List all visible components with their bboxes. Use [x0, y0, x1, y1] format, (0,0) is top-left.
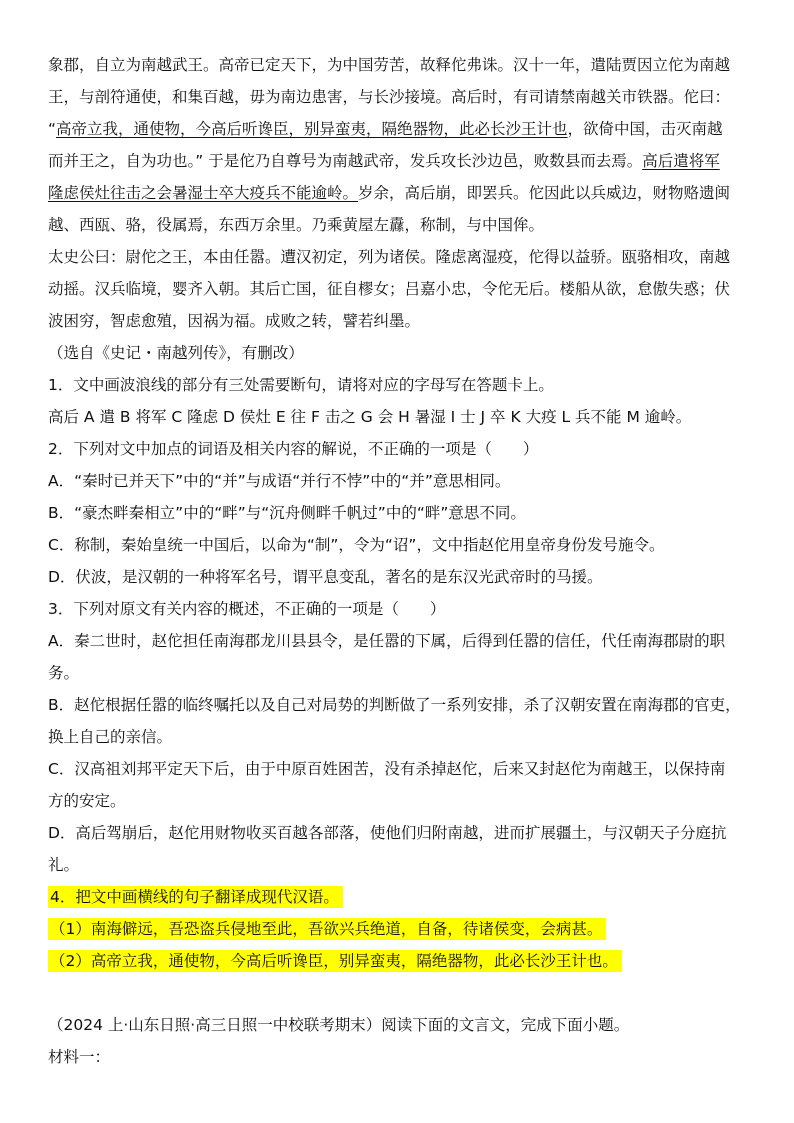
q3-option-b-line1: B．赵佗根据任嚣的临终嘱托以及自己对局势的判断做了一系列安排，杀了汉朝安置在南海郡的官吏， — [48, 696, 741, 714]
passage-line-1: 象郡，自立为南越武王。高帝已定天下，为中国劳苦，故释佗弗诛。汉十一年，遣陆贾因立佗为南越 — [48, 56, 731, 74]
wavy-line-sentence: 隆虑侯灶往击之会暑湿士卒大疫兵不能逾岭。 — [48, 184, 359, 202]
source-note: （选自《史记・南越列传》，有删改） — [48, 344, 304, 362]
material-label: 材料一： — [48, 1048, 111, 1066]
q4-item-2-highlight: （2）高帝立我，通使物，今高后听谗臣，别异蛮夷，隔绝器物，此必长沙王计也。 — [48, 950, 622, 972]
q2-option-a: A．“秦时已并天下”中的“并”与成语“并行不悖”中的“并”意思相同。 — [48, 472, 511, 490]
q3-option-a-line2: 务。 — [48, 664, 80, 682]
q3-option-a-line1: A．秦二世时，赵佗担任南海郡龙川县县令，是任嚣的下属，后得到任嚣的信任，代任南海郡尉的职 — [48, 632, 726, 650]
q3-stem: 3．下列对原文有关内容的概述，不正确的一项是（ ） — [48, 600, 446, 618]
q4-item-2 — [48, 950, 758, 972]
q3-option-d-line1: D．高后驾崩后，赵佗用财物收买百越各部落，使他们归附南越，进而扩展疆土，与汉朝天子分庭抗 — [48, 824, 727, 842]
q2-option-d: D．伏波，是汉朝的一种将军名号，谓平息变乱，著名的是东汉光武帝时的马援。 — [48, 568, 603, 586]
wavy-line-start: 高后遣将军 — [642, 152, 720, 170]
open-quote: “ — [48, 120, 57, 138]
passage-line-6: 越、西瓯、骆，役属焉，东西万余里。乃乘黄屋左纛，称制，与中国侔。 — [48, 216, 545, 234]
taishigong-line-1: 太史公曰：尉佗之王，本由任嚣。遭汉初定，列为诸侯。隆虑离湿疫，佗得以益骄。瓯骆相攻，南越 — [48, 248, 731, 266]
q3-option-c-line1: C．汉高祖刘邦平定天下后，由于中原百姓困苦，没有杀掉赵佗，后来又封赵佗为南越王，以保持南 — [48, 760, 726, 778]
q4-item-1-highlight: （1）南海僻远，吾恐盗兵侵地至此，吾欲兴兵绝道，自备，待诸侯变，会病甚。 — [48, 918, 606, 940]
q3-option-c-line2: 方的安定。 — [48, 792, 126, 810]
passage-line-3-tail: ，欲倚中国，击灭南越 — [567, 120, 723, 138]
next-section-source: （2024 上·山东日照·高三日照一中校联考期末）阅读下面的文言文，完成下面小题。 — [48, 1016, 630, 1034]
q1-text: 高后 A 遣 B 将军 C 隆虑 D 侯灶 E 往 F 击之 G 会 H 暑湿 I 士 J 卒 K 大疫 L 兵不能 M 逾岭。 — [48, 408, 692, 426]
passage-line-4: 而并王之，自为功也。” 于是佗乃自尊号为南越武帝，发兵攻长沙边邑，败数县而去焉。高后遣将军 — [48, 152, 720, 170]
q4-stem — [48, 886, 758, 908]
q1-stem: 1．文中画波浪线的部分有三处需要断句，请将对应的字母写在答题卡上。 — [48, 376, 554, 394]
q2-stem: 2．下列对文中加点的词语及相关内容的解说，不正确的一项是（ ） — [48, 440, 539, 458]
q4-stem-highlight: 4．把文中画横线的句子翻译成现代汉语。 — [48, 886, 343, 908]
underlined-sentence-2: 高帝立我，通使物，今高后听谗臣，别异蛮夷，隔绝器物，此必长沙王计也 — [56, 120, 568, 138]
taishigong-line-2: 动摇。汉兵临境，婴齐入朝。其后亡国，征自樛女；吕嘉小忠，令佗无后。楼船从欲，怠傲失惑；伏 — [48, 280, 731, 298]
q4-item-1 — [48, 918, 758, 940]
q3-option-b-line2: 换上自己的亲信。 — [48, 728, 173, 746]
passage-line-3 — [48, 118, 758, 140]
passage-line-5: 隆虑侯灶往击之会暑湿士卒大疫兵不能逾岭。岁余，高后崩，即罢兵。佗因此以兵威边，财物赂遗闽 — [48, 184, 731, 202]
q2-option-c: C．称制，秦始皇统一中国后，以命为“制”，令为“诏”，文中指赵佗用皇帝身份发号施令。 — [48, 536, 665, 554]
q2-option-b: B．“豪杰畔秦相立”中的“畔”与“沉舟侧畔千帆过”中的“畔”意思不同。 — [48, 504, 526, 522]
taishigong-line-3: 波困穷，智虑愈殖，因祸为福。成败之转，譬若纠墨。 — [48, 312, 421, 330]
q3-option-d-line2: 礼。 — [48, 856, 80, 874]
passage-line-2: 王，与剖符通使，和集百越，毋为南边患害，与长沙接境。高后时，有司请禁南越关市铁器。佗曰： — [48, 88, 731, 106]
